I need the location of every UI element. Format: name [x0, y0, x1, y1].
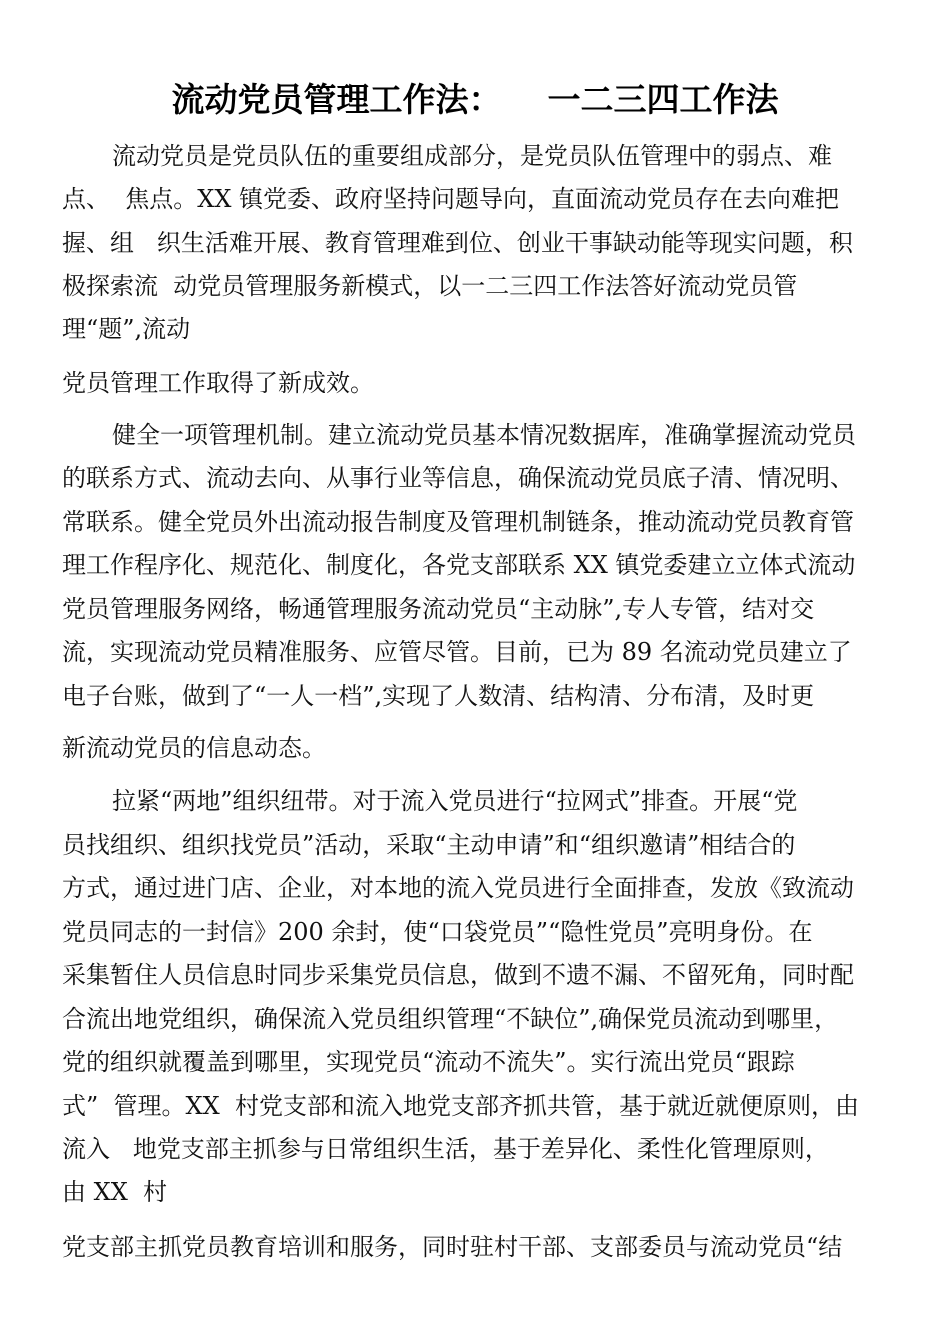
- paragraph-1-line-6: 党员管理工作取得了新成效。: [62, 369, 374, 397]
- paragraph-3-line-2: 员找组织、组织找党员”活动，采取“主动申请”和“组织邀请”相结合的: [62, 831, 796, 859]
- paragraph-2-line-6: 流，实现流动党员精准服务、应管尽管。目前，已为 89 名流动党员建立了: [62, 638, 852, 666]
- paragraph-3-line-11: 党支部主抓党员教育培训和服务，同时驻村干部、支部委员与流动党员“结: [62, 1233, 843, 1261]
- paragraph-1-line-3: 握、组 织生活难开展、教育管理难到位、创业干事缺动能等现实问题，积: [62, 229, 853, 257]
- paragraph-2-line-4: 理工作程序化、规范化、制度化，各党支部联系 XX 镇党委建立立体式流动: [62, 551, 856, 579]
- document-title: 流动党员管理工作法： 一二三四工作法: [171, 80, 779, 119]
- paragraph-3-line-10: 由 XX 村: [62, 1178, 168, 1206]
- paragraph-1-line-5: 理“题”,流动: [62, 315, 191, 343]
- paragraph-3-line-6: 合流出地党组织，确保流入党员组织管理“不缺位”,确保党员流动到哪里，: [62, 1005, 839, 1033]
- paragraph-3-line-4: 党员同志的一封信》200 余封，使“口袋党员”“隐性党员”亮明身份。在: [62, 918, 813, 946]
- paragraph-3-line-9: 流入 地党支部主抓参与日常组织生活，基于差异化、柔性化管理原则，: [62, 1135, 829, 1163]
- paragraph-2-line-5: 党员管理服务网络，畅通管理服务流动党员“主动脉”,专人专管，结对交: [62, 595, 815, 623]
- paragraph-3-line-7: 党的组织就覆盖到哪里，实现党员“流动不流失”。实行流出党员“跟踪: [62, 1048, 795, 1076]
- paragraph-2-line-3: 常联系。健全党员外出流动报告制度及管理机制链条，推动流动党员教育管: [62, 508, 854, 536]
- paragraph-3-line-5: 采集暂住人员信息时同步采集党员信息，做到不遗不漏、不留死角，同时配: [62, 961, 854, 989]
- paragraph-2-line-7: 电子台账，做到了“一人一档”,实现了人数清、结构清、分布清，及时更: [62, 682, 815, 710]
- paragraph-3-line-3: 方式，通过进门店、企业，对本地的流入党员进行全面排查，发放《致流动: [62, 874, 854, 902]
- paragraph-3-line-1: 拉紧“两地”组织纽带。对于流入党员进行“拉网式”排查。开展“党: [112, 787, 798, 815]
- paragraph-2-line-8: 新流动党员的信息动态。: [62, 734, 326, 762]
- paragraph-1-line-4: 极探索流 动党员管理服务新模式，以一二三四工作法答好流动党员管: [62, 272, 798, 300]
- paragraph-1-line-2: 点、 焦点。XX 镇党委、政府坚持问题导向，直面流动党员存在去向难把: [62, 185, 840, 213]
- paragraph-2-line-1: 健全一项管理机制。建立流动党员基本情况数据库，准确掌握流动党员: [112, 421, 856, 449]
- paragraph-3-line-8: 式” 管理。XX 村党支部和流入地党支部齐抓共管，基于就近就便原则，由: [62, 1092, 859, 1120]
- paragraph-2-line-2: 的联系方式、流动去向、从事行业等信息，确保流动党员底子清、情况明、: [62, 464, 854, 492]
- paragraph-1-line-1: 流动党员是党员队伍的重要组成部分，是党员队伍管理中的弱点、难: [112, 142, 832, 170]
